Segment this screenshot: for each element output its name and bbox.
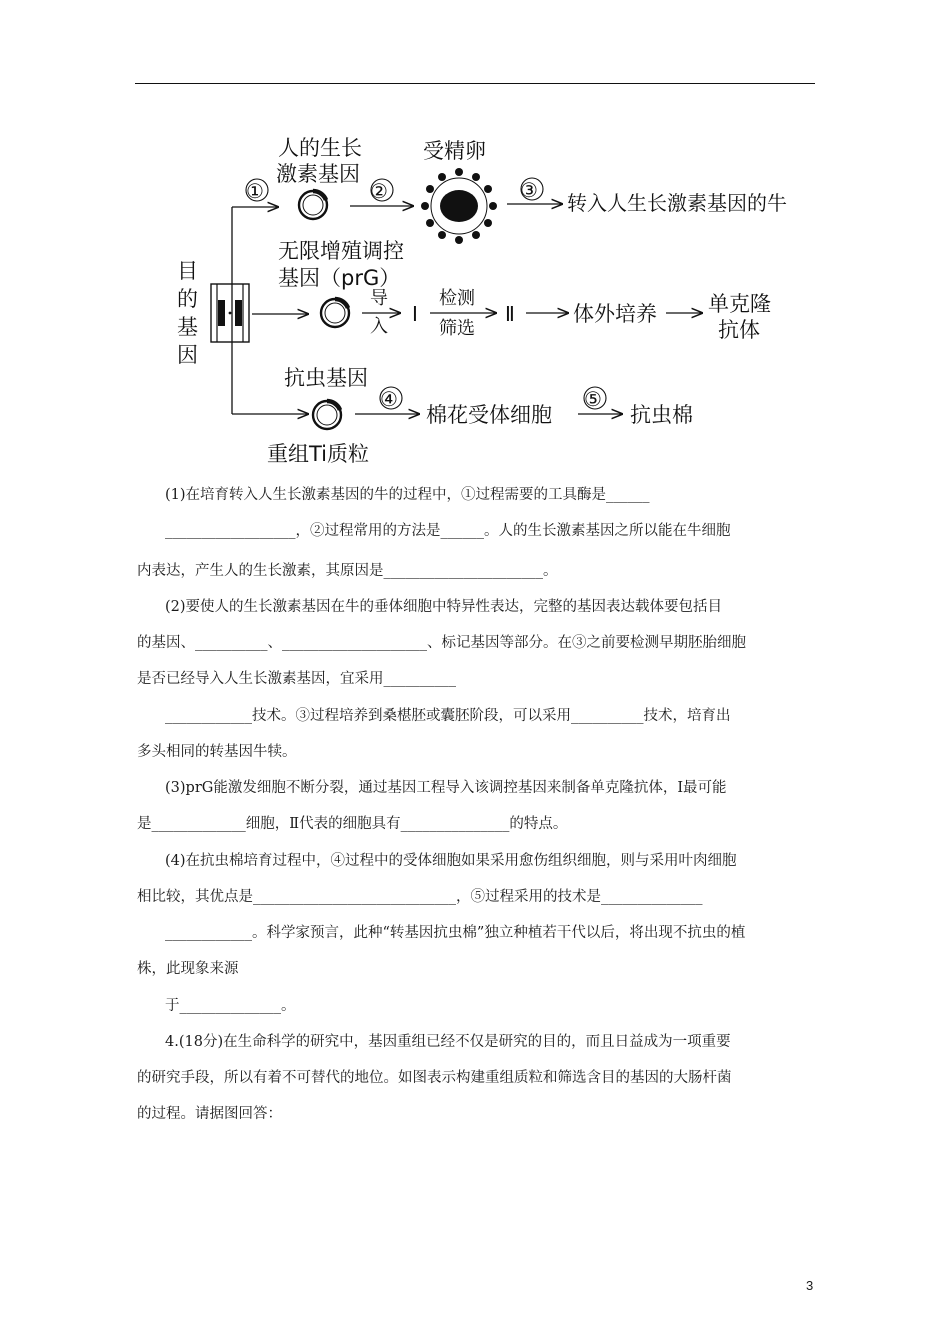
header-rule — [135, 83, 815, 84]
transgenic-cow-label: 转入人生长激素基因的牛 — [567, 191, 787, 215]
plasmid-icon — [313, 401, 341, 429]
question-text-line: 的基因、__________、____________________、标记基因等部分。在③之前要检测早期胚胎细胞 — [137, 635, 746, 651]
step-3-label: ③ — [520, 178, 538, 202]
hgh-gene-label: 激素基因 — [276, 162, 360, 186]
hgh-gene-label: 人的生长 — [278, 136, 362, 160]
question-text-line: __________________，②过程常用的方法是______。人的生长激素基因之所以能在牛细胞 — [165, 523, 731, 539]
question-text-line: 4.(18分)在生命科学的研究中，基因重组已经不仅是研究的目的，而且日益成为一项重要 — [165, 1034, 731, 1050]
fertilized-egg-label: 受精卵 — [423, 139, 486, 163]
step-2-label: ② — [370, 179, 388, 203]
monoclonal-antibody-label: 抗体 — [718, 318, 760, 342]
recombinant-ti-plasmid-label: 重组Ti质粒 — [267, 442, 370, 466]
cell-i-label: Ⅰ — [412, 302, 418, 326]
cell-ii-label: Ⅱ — [505, 302, 515, 326]
page-number: 3 — [806, 1278, 814, 1293]
question-text-line: (2)要使人的生长激素基因在牛的垂体细胞中特异性表达，完整的基因表达载体要包括目 — [165, 599, 723, 615]
import-label: 导 — [370, 288, 388, 309]
insect-resistant-cotton-label: 抗虫棉 — [630, 403, 693, 427]
source-label-char: 基 — [177, 315, 198, 339]
question-text-line: (3)prG能激发细胞不断分裂，通过基因工程导入该调控基因来制备单克隆抗体，Ⅰ最可能 — [165, 780, 727, 796]
source-label-char: 因 — [177, 343, 198, 367]
cotton-receptor-cell-label: 棉花受体细胞 — [426, 403, 552, 427]
screening-label: 筛选 — [439, 318, 475, 339]
question-text-line: (1)在培育转入人生长激素基因的牛的过程中，①过程需要的工具酶是______ — [165, 487, 650, 503]
question-text-line: 内表达，产生人的生长激素，其原因是______________________。 — [137, 563, 558, 579]
source-label-char: 目 — [177, 259, 198, 283]
question-text-line: ____________技术。③过程培养到桑椹胚或囊胚阶段，可以采用__________技术，培育出 — [165, 708, 731, 724]
question-text-line: 是否已经导入人生长激素基因，宜采用__________ — [137, 671, 456, 687]
fertilized-egg-icon — [421, 168, 497, 244]
question-text-line: 的过程。请据图回答： — [137, 1106, 282, 1122]
insect-resistance-gene-label: 抗虫基因 — [284, 366, 368, 390]
dna-fragment-icon — [211, 284, 249, 342]
step-5-label: ⑤ — [584, 387, 602, 411]
plasmid-icon — [299, 191, 327, 219]
step-1-label: ① — [246, 179, 264, 203]
prg-gene-label: 无限增殖调控 — [278, 239, 404, 263]
plasmid-icon — [321, 299, 349, 327]
genetic-engineering-diagram — [160, 128, 840, 473]
screening-label: 检测 — [439, 288, 475, 309]
question-text-line: 于______________。 — [165, 998, 296, 1014]
question-text-line: 多头相同的转基因牛犊。 — [137, 744, 297, 760]
question-text-line: 株，此现象来源 — [137, 961, 239, 977]
prg-gene-label: 基因（prG） — [278, 266, 401, 290]
monoclonal-antibody-label: 单克隆 — [708, 292, 771, 316]
question-text-line: 的研究手段，所以有着不可替代的地位。如图表示构建重组质粒和筛选含目的基因的大肠杆菌 — [137, 1070, 732, 1086]
source-label-char: 的 — [177, 287, 198, 311]
question-text-line: 相比较，其优点是____________________________，⑤过程采用的技术是______________ — [137, 889, 703, 905]
in-vitro-culture-label: 体外培养 — [573, 302, 657, 326]
import-label: 入 — [370, 316, 388, 337]
question-text-line: ____________。科学家预言，此种“转基因抗虫棉”独立种植若干代以后，将出现不抗虫的植 — [165, 925, 746, 941]
question-text-line: (4)在抗虫棉培育过程中，④过程中的受体细胞如果采用愈伤组织细胞，则与采用叶肉细胞 — [165, 853, 737, 869]
question-text-line: 是_____________细胞，Ⅱ代表的细胞具有_______________的特点。 — [137, 816, 568, 832]
step-4-label: ④ — [380, 387, 398, 411]
